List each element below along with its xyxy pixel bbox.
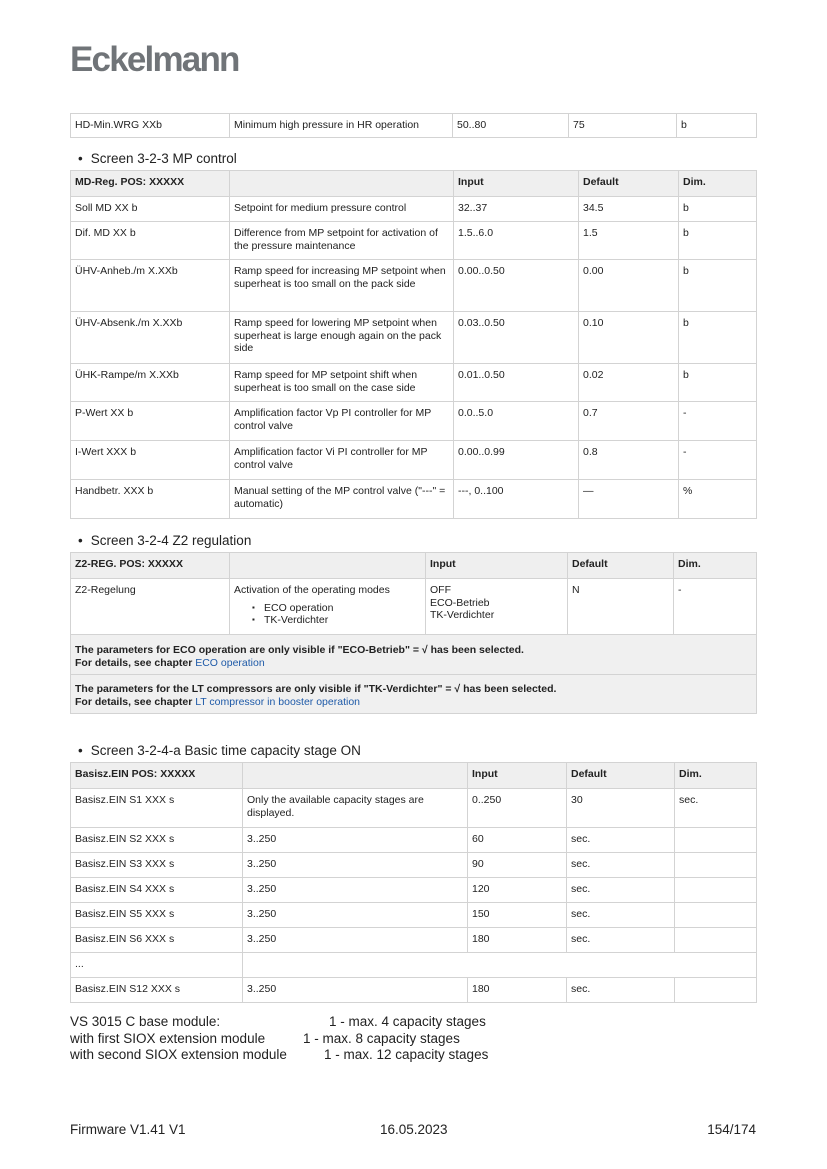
param-name: Dif. MD XX b bbox=[71, 222, 230, 260]
table-row bbox=[71, 853, 757, 878]
param-default: 0.7 bbox=[579, 402, 679, 441]
param-input: 32..37 bbox=[454, 197, 579, 222]
footer-page-number: 154/174 bbox=[707, 1122, 756, 1137]
param-default: — bbox=[579, 480, 679, 519]
param-range: 3..250 bbox=[243, 903, 468, 928]
param-input: 0.00..0.50 bbox=[454, 260, 579, 312]
param-unit: sec. bbox=[567, 903, 675, 928]
z2-table bbox=[70, 552, 757, 714]
param-range: 3..250 bbox=[243, 878, 468, 903]
param-name: Basisz.EIN S3 XXX s bbox=[71, 853, 243, 878]
note-text: The parameters for ECO operation are only visible if "ECO-Betrieb" = √ has been selected. bbox=[75, 644, 524, 656]
param-dim: b bbox=[679, 312, 757, 364]
param-dim: - bbox=[679, 441, 757, 480]
param-unit: sec. bbox=[567, 928, 675, 953]
param-default: 0.00 bbox=[579, 260, 679, 312]
param-input: 0.0..5.0 bbox=[454, 402, 579, 441]
column-header: Input bbox=[426, 553, 568, 579]
param-dim: - bbox=[679, 402, 757, 441]
column-header: Dim. bbox=[675, 763, 757, 789]
mode-list bbox=[234, 602, 421, 627]
note-prefix: For details, see chapter bbox=[75, 695, 193, 708]
column-header: MD-Reg. POS: XXXXX bbox=[71, 171, 230, 197]
param-empty bbox=[675, 903, 757, 928]
footer-firmware: Firmware V1.41 V1 bbox=[70, 1122, 186, 1137]
table-row bbox=[71, 114, 757, 138]
param-input: ---, 0..100 bbox=[454, 480, 579, 519]
table-row bbox=[71, 903, 757, 928]
param-dim: b bbox=[677, 114, 757, 138]
param-name: Soll MD XX b bbox=[71, 197, 230, 222]
table-row bbox=[71, 402, 757, 441]
param-name: Z2-Regelung bbox=[71, 579, 230, 635]
mp-control-table bbox=[70, 170, 757, 519]
param-value: 90 bbox=[468, 853, 567, 878]
table-row bbox=[71, 878, 757, 903]
param-desc: Amplification factor Vi PI controller for MP control valve bbox=[230, 441, 454, 480]
stage-range: 1 - max. 8 capacity stages bbox=[303, 1030, 460, 1046]
param-desc: Ramp speed for increasing MP setpoint when superheat is too small on the pack side bbox=[230, 260, 454, 312]
column-header: Dim. bbox=[679, 171, 757, 197]
column-header: Basisz.EIN POS: XXXXX bbox=[71, 763, 243, 789]
param-unit: sec. bbox=[567, 878, 675, 903]
list-item: ▪ TK-Verdichter bbox=[252, 614, 421, 627]
param-desc: Minimum high pressure in HR operation bbox=[230, 114, 453, 138]
table-row bbox=[71, 789, 757, 828]
param-name: HD-Min.WRG XXb bbox=[71, 114, 230, 138]
section-heading-mp: • Screen 3-2-3 MP control bbox=[78, 151, 237, 166]
param-name: Basisz.EIN S5 XXX s bbox=[71, 903, 243, 928]
table-row bbox=[71, 978, 757, 1003]
footer-date: 16.05.2023 bbox=[380, 1122, 448, 1137]
section-heading-z2: • Screen 3-2-4 Z2 regulation bbox=[78, 533, 252, 548]
table-header bbox=[71, 171, 757, 197]
param-dim: b bbox=[679, 222, 757, 260]
param-input: OFF ECO-Betrieb TK-Verdichter bbox=[426, 579, 568, 635]
note-text: The parameters for the LT compressors are only visible if "TK-Verdichter" = √ has been selected. bbox=[75, 683, 557, 695]
column-header: Default bbox=[568, 553, 674, 579]
param-name: ÜHV-Anheb./m X.XXb bbox=[71, 260, 230, 312]
chapter-link-lt-compressor[interactable]: LT compressor in booster operation bbox=[195, 695, 360, 708]
param-dim: b bbox=[679, 260, 757, 312]
param-desc: Ramp speed for MP setpoint shift when superheat is too small on the case side bbox=[230, 364, 454, 402]
note-prefix: For details, see chapter bbox=[75, 656, 193, 669]
param-name: ÜHK-Rampe/m X.XXb bbox=[71, 364, 230, 402]
param-value: 180 bbox=[468, 978, 567, 1003]
param-desc: Difference from MP setpoint for activation of the pressure maintenance bbox=[230, 222, 454, 260]
table-row bbox=[71, 828, 757, 853]
param-input: 0.03..0.50 bbox=[454, 312, 579, 364]
param-value: 120 bbox=[468, 878, 567, 903]
stage-range: 1 - max. 12 capacity stages bbox=[324, 1047, 489, 1062]
param-desc: Ramp speed for lowering MP setpoint when superheat is large enough again on the pack side bbox=[230, 312, 454, 364]
param-value: 150 bbox=[468, 903, 567, 928]
param-name: Basisz.EIN S6 XXX s bbox=[71, 928, 243, 953]
param-empty bbox=[675, 853, 757, 878]
param-default: 75 bbox=[569, 114, 677, 138]
basic-time-table bbox=[70, 762, 757, 1003]
column-header: Input bbox=[454, 171, 579, 197]
table-row bbox=[71, 222, 757, 260]
table-row bbox=[71, 364, 757, 402]
ellipsis: ... bbox=[71, 953, 243, 978]
table-row bbox=[71, 197, 757, 222]
param-default: N bbox=[568, 579, 674, 635]
param-value: 180 bbox=[468, 928, 567, 953]
table-row bbox=[71, 480, 757, 519]
param-input: 1.5..6.0 bbox=[454, 222, 579, 260]
table-header bbox=[71, 763, 757, 789]
param-default: 0.10 bbox=[579, 312, 679, 364]
param-range: 3..250 bbox=[243, 928, 468, 953]
column-header: Default bbox=[567, 763, 675, 789]
param-name: Basisz.EIN S2 XXX s bbox=[71, 828, 243, 853]
param-empty bbox=[675, 978, 757, 1003]
param-input: 0.01..0.50 bbox=[454, 364, 579, 402]
table-header bbox=[71, 553, 757, 579]
column-header: Input bbox=[468, 763, 567, 789]
column-header bbox=[230, 171, 454, 197]
param-default: 0.02 bbox=[579, 364, 679, 402]
param-input: 50..80 bbox=[453, 114, 569, 138]
param-value: 60 bbox=[468, 828, 567, 853]
param-default: 1.5 bbox=[579, 222, 679, 260]
param-default: 0.8 bbox=[579, 441, 679, 480]
empty-cell bbox=[243, 953, 757, 978]
param-range: 3..250 bbox=[243, 853, 468, 878]
column-header: Default bbox=[579, 171, 679, 197]
param-dim: - bbox=[674, 579, 757, 635]
table-row bbox=[71, 579, 757, 635]
param-dim: sec. bbox=[675, 789, 757, 828]
param-unit: sec. bbox=[567, 853, 675, 878]
section-heading-basic-time: • Screen 3-2-4-a Basic time capacity stage ON bbox=[78, 743, 361, 758]
param-dim: % bbox=[679, 480, 757, 519]
param-empty bbox=[675, 928, 757, 953]
chapter-link-eco[interactable]: ECO operation bbox=[195, 656, 265, 669]
column-header: Z2-REG. POS: XXXXX bbox=[71, 553, 230, 579]
param-default: 30 bbox=[567, 789, 675, 828]
param-desc-text: Activation of the operating modes bbox=[234, 584, 390, 596]
param-default: 34.5 bbox=[579, 197, 679, 222]
ellipsis-row bbox=[71, 953, 757, 978]
module-label: with first SIOX extension module bbox=[70, 1030, 266, 1046]
param-dim: b bbox=[679, 364, 757, 402]
param-name: Basisz.EIN S1 XXX s bbox=[71, 789, 243, 828]
param-desc bbox=[230, 579, 426, 635]
column-header bbox=[230, 553, 426, 579]
param-range: 3..250 bbox=[243, 828, 468, 853]
param-input: 0.00..0.99 bbox=[454, 441, 579, 480]
param-empty bbox=[675, 828, 757, 853]
param-range: 3..250 bbox=[243, 978, 468, 1003]
table-row bbox=[71, 312, 757, 364]
param-name: Handbetr. XXX b bbox=[71, 480, 230, 519]
table-row bbox=[71, 441, 757, 480]
param-empty bbox=[675, 878, 757, 903]
param-desc: Setpoint for medium pressure control bbox=[230, 197, 454, 222]
param-name: P-Wert XX b bbox=[71, 402, 230, 441]
param-desc: Amplification factor Vp PI controller for MP control valve bbox=[230, 402, 454, 441]
param-name: Basisz.EIN S4 XXX s bbox=[71, 878, 243, 903]
column-header bbox=[243, 763, 468, 789]
param-dim: b bbox=[679, 197, 757, 222]
column-header: Dim. bbox=[674, 553, 757, 579]
param-unit: sec. bbox=[567, 828, 675, 853]
eckelmann-logo: Eckelmann bbox=[70, 40, 239, 79]
param-desc: Only the available capacity stages are displayed. bbox=[243, 789, 468, 828]
list-item: ▪ ECO operation bbox=[252, 602, 421, 615]
hr-table bbox=[70, 113, 757, 138]
param-unit: sec. bbox=[567, 978, 675, 1003]
param-desc: Manual setting of the MP control valve ("---" = automatic) bbox=[230, 480, 454, 519]
param-input: 0..250 bbox=[468, 789, 567, 828]
table-row bbox=[71, 260, 757, 312]
param-name: I-Wert XXX b bbox=[71, 441, 230, 480]
stage-range: 1 - max. 4 capacity stages bbox=[329, 1014, 486, 1029]
module-label: with second SIOX extension module bbox=[70, 1047, 287, 1062]
note-row bbox=[71, 635, 757, 675]
note-row bbox=[71, 675, 757, 714]
table-row bbox=[71, 928, 757, 953]
module-label: VS 3015 C base module: bbox=[70, 1014, 221, 1029]
param-name: Basisz.EIN S12 XXX s bbox=[71, 978, 243, 1003]
param-name: ÜHV-Absenk./m X.XXb bbox=[71, 312, 230, 364]
